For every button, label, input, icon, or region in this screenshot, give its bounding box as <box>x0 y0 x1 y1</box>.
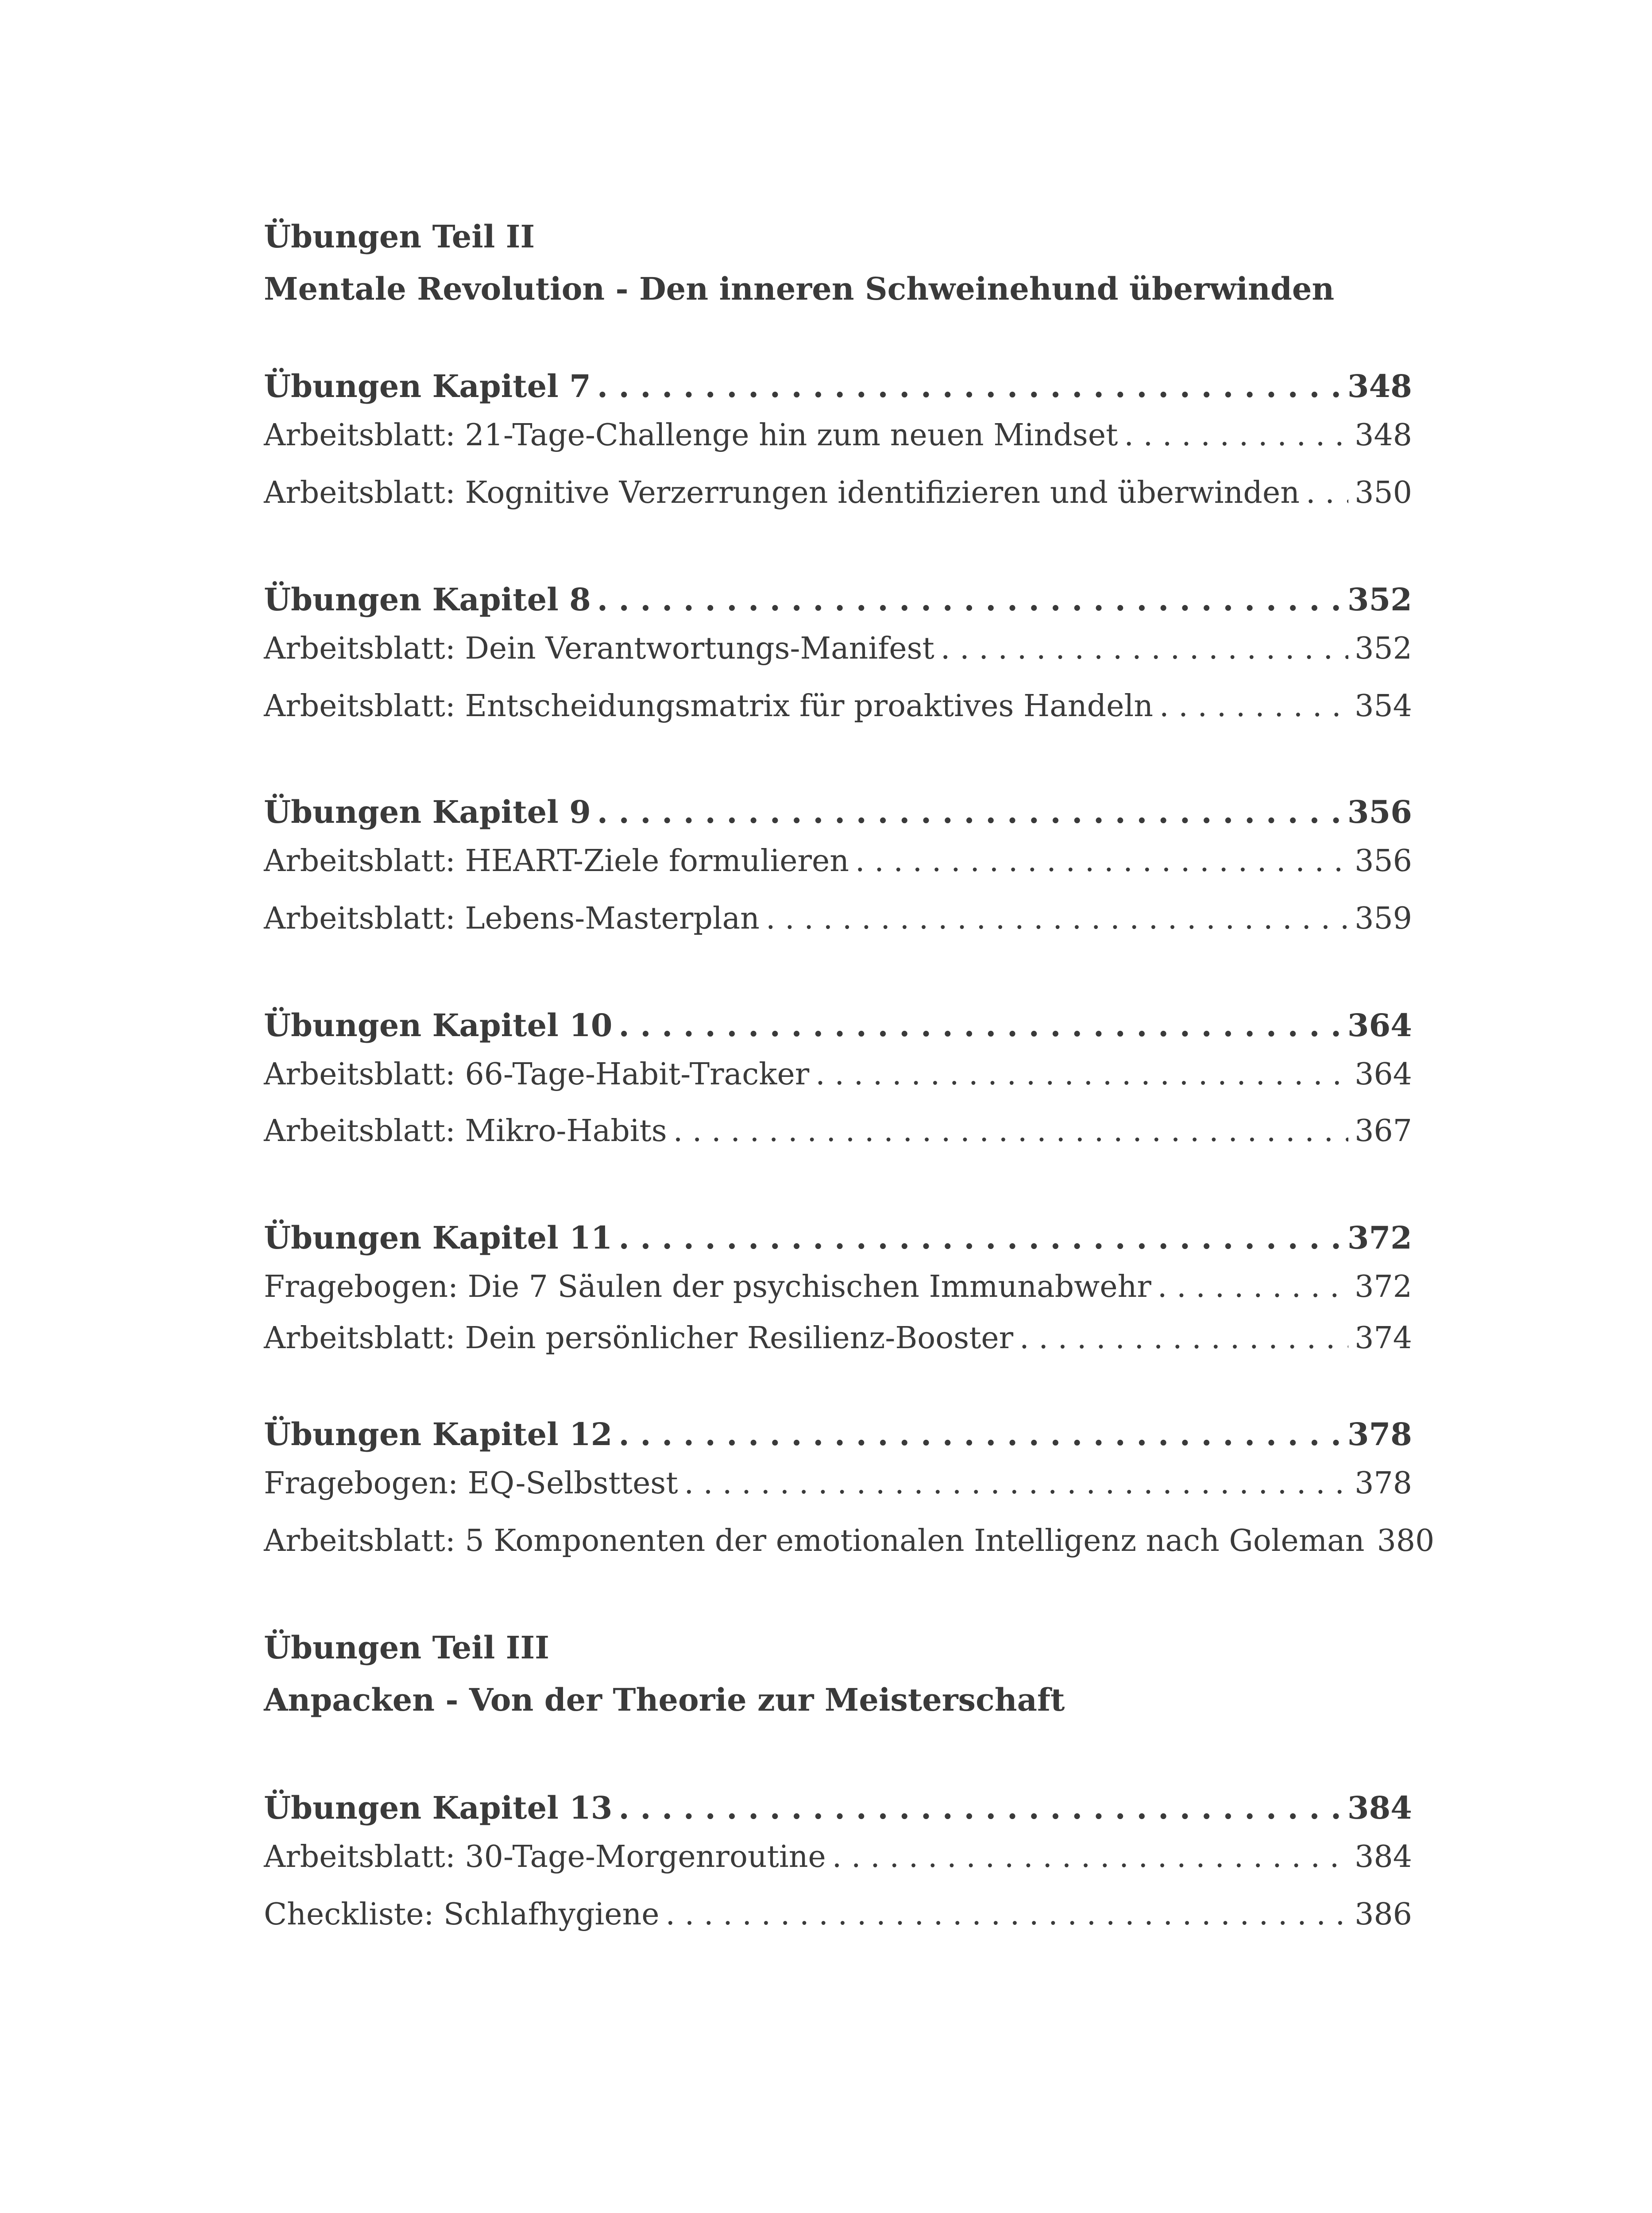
toc-entry-9-1[interactable] <box>264 844 1412 879</box>
entry-label: Arbeitsblatt: Lebens-Masterplan <box>264 901 760 936</box>
entry-page: 359 <box>1355 901 1412 936</box>
part-3-title-text: Anpacken - Von der Theorie zur Meisterschaft <box>264 1681 1065 1718</box>
entry-label: Arbeitsblatt: HEART-Ziele formulieren <box>264 844 849 879</box>
dot-leader <box>766 904 1348 934</box>
entry-page: 350 <box>1355 475 1412 510</box>
part-3-label: Übungen Teil III <box>264 1629 549 1666</box>
toc-chapter-13[interactable] <box>264 1789 1412 1826</box>
dot-leader <box>619 1419 1341 1450</box>
entry-page: 372 <box>1355 1269 1412 1304</box>
toc-entry-7-2[interactable] <box>264 475 1412 510</box>
dot-leader <box>619 1793 1341 1824</box>
toc-entry-8-1[interactable] <box>264 631 1412 666</box>
toc-entry-8-2[interactable] <box>264 689 1412 724</box>
toc-entry-13-1[interactable] <box>264 1839 1412 1874</box>
dot-leader <box>815 1060 1348 1090</box>
toc-chapter-11[interactable] <box>264 1219 1412 1256</box>
entry-label: Arbeitsblatt: Mikro-Habits <box>264 1114 667 1149</box>
toc-chapter-12[interactable] <box>264 1416 1412 1453</box>
entry-label: Fragebogen: EQ-Selbsttest <box>264 1466 678 1501</box>
chapter-7-page: 348 <box>1347 368 1412 405</box>
toc-chapter-9[interactable] <box>264 794 1412 830</box>
part-2-label: Übungen Teil II <box>264 218 535 255</box>
entry-label: Arbeitsblatt: Dein persönlicher Resilienz-Booster <box>264 1321 1014 1356</box>
dot-leader <box>832 1842 1348 1872</box>
part-3-heading <box>264 1629 1412 1666</box>
entry-page: 374 <box>1355 1321 1412 1356</box>
chapter-10-label: Übungen Kapitel 10 <box>264 1007 613 1044</box>
part-2-title <box>264 270 1412 307</box>
dot-leader <box>1124 420 1348 451</box>
toc-entry-11-1[interactable] <box>264 1269 1412 1304</box>
chapter-12-page: 378 <box>1347 1416 1412 1453</box>
chapter-12-label: Übungen Kapitel 12 <box>264 1416 613 1453</box>
entry-label: Arbeitsblatt: Dein Verantwortungs-Manifest <box>264 631 934 666</box>
entry-page: 354 <box>1355 689 1412 724</box>
chapter-7-label: Übungen Kapitel 7 <box>264 368 591 405</box>
entry-page: 386 <box>1355 1897 1412 1932</box>
chapter-11-page: 372 <box>1347 1219 1412 1256</box>
dot-leader <box>1019 1323 1348 1353</box>
toc-chapter-10[interactable] <box>264 1007 1412 1044</box>
entry-page: 378 <box>1355 1466 1412 1501</box>
entry-label: Arbeitsblatt: 21-Tage-Challenge hin zum neuen Mindset <box>264 418 1118 453</box>
chapter-13-page: 384 <box>1347 1789 1412 1826</box>
entry-page: 364 <box>1355 1057 1412 1092</box>
dot-leader <box>684 1469 1349 1499</box>
dot-leader <box>855 846 1348 876</box>
part-2-heading <box>264 218 1412 255</box>
toc-entry-13-2[interactable] <box>264 1897 1412 1932</box>
dot-leader <box>597 371 1341 402</box>
entry-page: 352 <box>1355 631 1412 666</box>
entry-label: Checkliste: Schlafhygiene <box>264 1897 660 1932</box>
entry-label: Arbeitsblatt: Kognitive Verzerrungen identifizieren und überwinden <box>264 475 1300 510</box>
part-2-title-text: Mentale Revolution - Den inneren Schweinehund überwinden <box>264 270 1335 307</box>
entry-label: Arbeitsblatt: 5 Komponenten der emotionalen Intelligenz nach Goleman <box>264 1523 1365 1558</box>
toc-entry-12-1[interactable] <box>264 1466 1412 1501</box>
entry-page: 384 <box>1355 1839 1412 1874</box>
entry-label: Arbeitsblatt: 30-Tage-Morgenroutine <box>264 1839 826 1874</box>
entry-label: Arbeitsblatt: 66-Tage-Habit-Tracker <box>264 1057 810 1092</box>
chapter-11-label: Übungen Kapitel 11 <box>264 1219 613 1256</box>
entry-label: Fragebogen: Die 7 Säulen der psychischen Immunabwehr <box>264 1269 1151 1304</box>
dot-leader <box>1306 478 1348 508</box>
entry-label: Arbeitsblatt: Entscheidungsmatrix für proaktives Handeln <box>264 689 1153 724</box>
entry-page: 348 <box>1355 418 1412 453</box>
toc-entry-9-2[interactable] <box>264 901 1412 936</box>
dot-leader <box>941 634 1348 664</box>
part-3-title <box>264 1681 1412 1718</box>
chapter-8-label: Übungen Kapitel 8 <box>264 581 591 618</box>
dot-leader <box>673 1116 1349 1146</box>
dot-leader <box>619 1222 1341 1253</box>
dot-leader <box>1158 1272 1348 1302</box>
toc-chapter-8[interactable] <box>264 581 1412 618</box>
dot-leader <box>597 584 1341 615</box>
chapter-9-page: 356 <box>1347 794 1412 830</box>
dot-leader <box>666 1900 1349 1930</box>
dot-leader <box>619 1010 1341 1041</box>
dot-leader <box>597 797 1341 828</box>
entry-page: 380 <box>1377 1523 1435 1558</box>
dot-leader <box>1159 691 1348 721</box>
chapter-9-label: Übungen Kapitel 9 <box>264 794 591 830</box>
toc-chapter-7[interactable] <box>264 368 1412 405</box>
toc-entry-7-1[interactable] <box>264 420 1412 451</box>
entry-page: 356 <box>1355 844 1412 879</box>
toc-entry-10-1[interactable] <box>264 1057 1412 1092</box>
chapter-10-page: 364 <box>1347 1007 1412 1044</box>
toc-entry-10-2[interactable] <box>264 1114 1412 1149</box>
toc-entry-12-2[interactable] <box>264 1523 1435 1558</box>
entry-page: 367 <box>1355 1114 1412 1149</box>
toc-entry-11-2[interactable] <box>264 1321 1412 1356</box>
chapter-13-label: Übungen Kapitel 13 <box>264 1789 613 1826</box>
chapter-8-page: 352 <box>1347 581 1412 618</box>
